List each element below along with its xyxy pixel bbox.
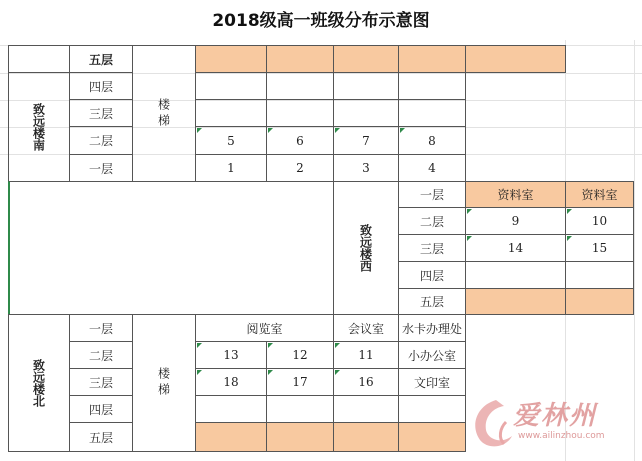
floor-label: 四层 (69, 395, 133, 423)
class-cell: 1 (195, 154, 267, 182)
room-cell (465, 45, 566, 73)
room-cell (465, 288, 566, 315)
floor-label: 四层 (398, 261, 466, 289)
floor-label: 二层 (69, 341, 133, 369)
room-cell: 资料室 (565, 181, 634, 208)
class-cell: 2 (266, 154, 334, 182)
building-label-south: 致远楼南 (8, 72, 70, 182)
room-cell (266, 72, 334, 100)
floor-label: 五层 (69, 45, 133, 73)
floor-label: 二层 (398, 207, 466, 235)
room-cell: 阅览室 (195, 314, 334, 342)
room-cell (195, 422, 267, 452)
room-cell (398, 99, 466, 127)
floor-label: 二层 (69, 126, 133, 155)
class-cell: 18 (195, 368, 267, 396)
watermark-url: www.ailinzhou.com (518, 431, 605, 441)
floor-label: 五层 (398, 288, 466, 315)
floor-label: 五层 (69, 422, 133, 452)
room-cell (195, 45, 267, 73)
blank-cell (8, 45, 70, 73)
class-cell: 9 (465, 207, 566, 235)
room-cell (266, 45, 334, 73)
class-cell: 5 (195, 126, 267, 155)
class-cell: 14 (465, 234, 566, 262)
class-cell: 11 (333, 341, 399, 369)
class-cell: 3 (333, 154, 399, 182)
room-cell (195, 72, 267, 100)
room-cell: 会议室 (333, 314, 399, 342)
class-cell: 16 (333, 368, 399, 396)
room-cell (333, 45, 399, 73)
floor-label: 一层 (69, 314, 133, 342)
stairs-label-south: 楼梯 (132, 45, 196, 182)
class-cell: 15 (565, 234, 634, 262)
room-cell: 小办公室 (398, 341, 466, 369)
room-cell (195, 395, 267, 423)
floor-label: 三层 (69, 99, 133, 127)
floor-label: 一层 (69, 154, 133, 182)
building-label-north: 致远楼北 (8, 314, 70, 452)
building-label-west: 致远楼西 (333, 181, 399, 315)
room-cell (333, 395, 399, 423)
watermark-text: 爱林州 (513, 401, 598, 431)
room-cell (195, 99, 267, 127)
room-cell (398, 72, 466, 100)
class-cell: 10 (565, 207, 634, 235)
room-cell: 文印室 (398, 368, 466, 396)
room-cell (333, 99, 399, 127)
room-cell (266, 422, 334, 452)
class-cell: 8 (398, 126, 466, 155)
room-cell (266, 99, 334, 127)
floor-label: 三层 (398, 234, 466, 262)
class-cell: 12 (266, 341, 334, 369)
floor-label: 一层 (398, 181, 466, 208)
room-cell (398, 45, 466, 73)
courtyard-area (8, 181, 334, 315)
room-cell (333, 422, 399, 452)
room-cell: 资料室 (465, 181, 566, 208)
room-cell (398, 395, 466, 423)
room-cell (266, 395, 334, 423)
class-cell: 6 (266, 126, 334, 155)
room-cell (565, 261, 634, 289)
stairs-label-north: 楼梯 (132, 314, 196, 452)
page-title: 2018级高一班级分布示意图 (212, 11, 430, 31)
floor-label: 四层 (69, 72, 133, 100)
class-cell: 17 (266, 368, 334, 396)
room-cell (565, 288, 634, 315)
room-cell (333, 72, 399, 100)
class-cell: 13 (195, 341, 267, 369)
room-cell (398, 422, 466, 452)
floor-label: 三层 (69, 368, 133, 396)
room-cell (465, 261, 566, 289)
room-cell: 水卡办理处 (398, 314, 466, 342)
class-cell: 7 (333, 126, 399, 155)
class-cell: 4 (398, 154, 466, 182)
